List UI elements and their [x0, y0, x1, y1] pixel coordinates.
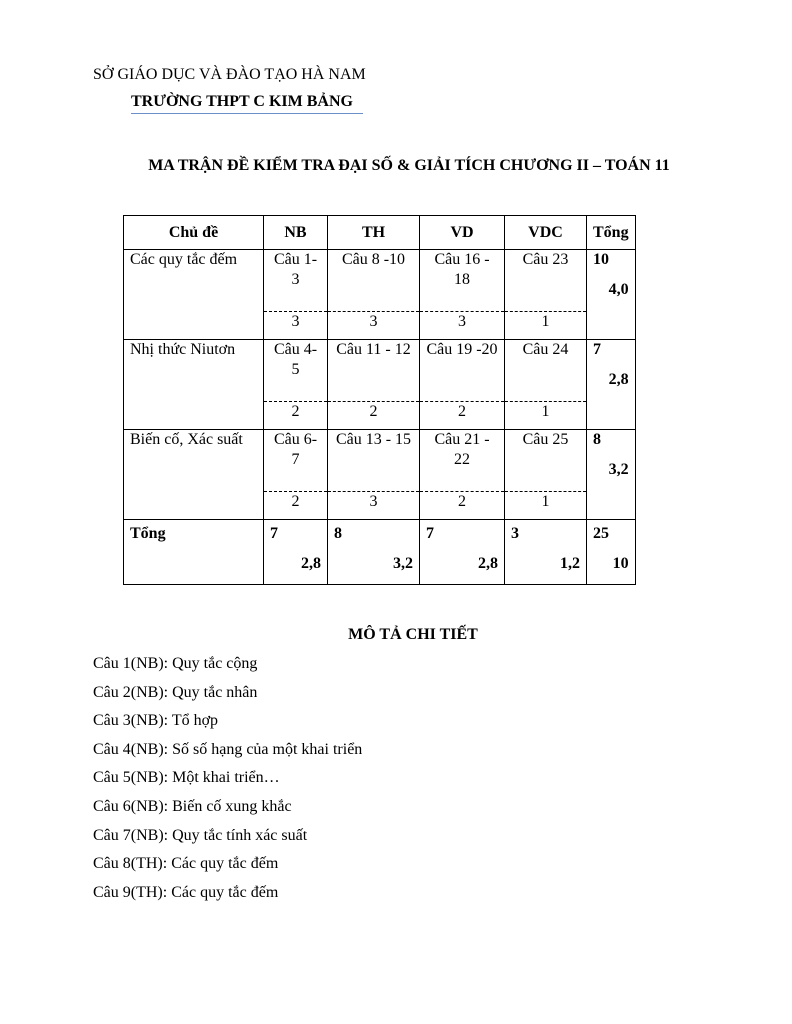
count-cell: 2	[328, 402, 420, 430]
count-cell: 3	[328, 492, 420, 520]
question-cell: Câu 19 -20	[420, 340, 505, 402]
list-item: Câu 7(NB): Quy tắc tính xác suất	[93, 826, 308, 844]
count-cell: 1	[505, 312, 587, 340]
count-cell: 2	[420, 492, 505, 520]
list-item: Câu 1(NB): Quy tắc cộng	[93, 655, 258, 672]
summary-count: 7	[426, 525, 434, 542]
school-name: TRƯỜNG THPT C KIM BẢNG	[131, 93, 353, 110]
row-total-score: 3,2	[608, 461, 629, 478]
count-cell: 3	[328, 312, 420, 340]
topic-cell: Nhị thức Niutơn	[124, 340, 264, 430]
summary-row	[124, 520, 636, 585]
row-total-count: 10	[593, 251, 609, 268]
row-total-count: 8	[593, 431, 601, 448]
count-cell: 1	[505, 402, 587, 430]
summary-score: 2,8	[301, 555, 321, 572]
summary-label: Tổng	[124, 520, 264, 585]
header-th: TH	[328, 216, 420, 250]
topic-cell: Biến cố, Xác suất	[124, 430, 264, 520]
count-cell: 2	[420, 402, 505, 430]
question-cell: Câu 16 - 18	[420, 250, 505, 312]
count-cell: 3	[264, 312, 328, 340]
summary-score: 2,8	[478, 555, 498, 572]
summary-count: 7	[270, 525, 278, 542]
header-nb: NB	[264, 216, 328, 250]
header-topic: Chủ đề	[124, 216, 264, 250]
matrix-table	[123, 215, 636, 585]
header-vd: VD	[420, 216, 505, 250]
row-total-count: 7	[593, 341, 601, 358]
summary-count: 3	[511, 525, 519, 542]
summary-count: 8	[334, 525, 342, 542]
list-item: Câu 4(NB): Số số hạng của một khai triển	[93, 740, 363, 758]
list-item: Câu 3(NB): Tổ hợp	[93, 712, 219, 730]
row-total-cell	[587, 250, 636, 340]
question-cell: Câu 25	[505, 430, 587, 492]
question-cell: Câu 8 -10	[328, 250, 420, 312]
question-cell: Câu 4-5	[264, 340, 328, 402]
count-cell: 3	[420, 312, 505, 340]
question-cell: Câu 23	[505, 250, 587, 312]
table-header-row	[124, 216, 636, 250]
detail-heading: MÔ TẢ CHI TIẾT	[348, 626, 478, 643]
question-cell: Câu 1-3	[264, 250, 328, 312]
page-title: MA TRẬN ĐỀ KIỂM TRA ĐẠI SỐ & GIẢI TÍCH CHƯƠNG II – TOÁN 11	[148, 157, 670, 174]
header-vdc: VDC	[505, 216, 587, 250]
row-total-score: 2,8	[608, 371, 629, 388]
summary-score: 1,2	[560, 555, 580, 572]
topic-cell: Các quy tắc đếm	[124, 250, 264, 340]
detail-list	[93, 652, 362, 909]
question-cell: Câu 6-7	[264, 430, 328, 492]
summary-cell	[587, 520, 636, 585]
summary-score: 3,2	[393, 555, 413, 572]
department-name: SỞ GIÁO DỤC VÀ ĐÀO TẠO HÀ NAM	[93, 66, 366, 83]
question-cell: Câu 13 - 15	[328, 430, 420, 492]
question-cell: Câu 21 - 22	[420, 430, 505, 492]
summary-cell	[264, 520, 328, 585]
school-underline	[131, 113, 363, 114]
list-item: Câu 5(NB): Một khai triển…	[93, 769, 280, 787]
count-cell: 1	[505, 492, 587, 520]
row-total-score: 4,0	[608, 281, 629, 298]
count-cell: 2	[264, 402, 328, 430]
question-cell: Câu 11 - 12	[328, 340, 420, 402]
summary-cell	[328, 520, 420, 585]
summary-count: 25	[593, 525, 609, 542]
list-item: Câu 6(NB): Biến cố xung khắc	[93, 797, 292, 815]
list-item: Câu 9(TH): Các quy tắc đếm	[93, 883, 279, 901]
summary-cell	[505, 520, 587, 585]
summary-score: 10	[612, 555, 629, 572]
table-row	[124, 340, 636, 402]
row-total-cell	[587, 430, 636, 520]
table-row	[124, 250, 636, 312]
list-item: Câu 8(TH): Các quy tắc đếm	[93, 855, 279, 873]
table-row	[124, 430, 636, 492]
header-total: Tổng	[587, 216, 636, 250]
row-total-cell	[587, 340, 636, 430]
count-cell: 2	[264, 492, 328, 520]
list-item: Câu 2(NB): Quy tắc nhân	[93, 683, 258, 701]
question-cell: Câu 24	[505, 340, 587, 402]
summary-cell	[420, 520, 505, 585]
